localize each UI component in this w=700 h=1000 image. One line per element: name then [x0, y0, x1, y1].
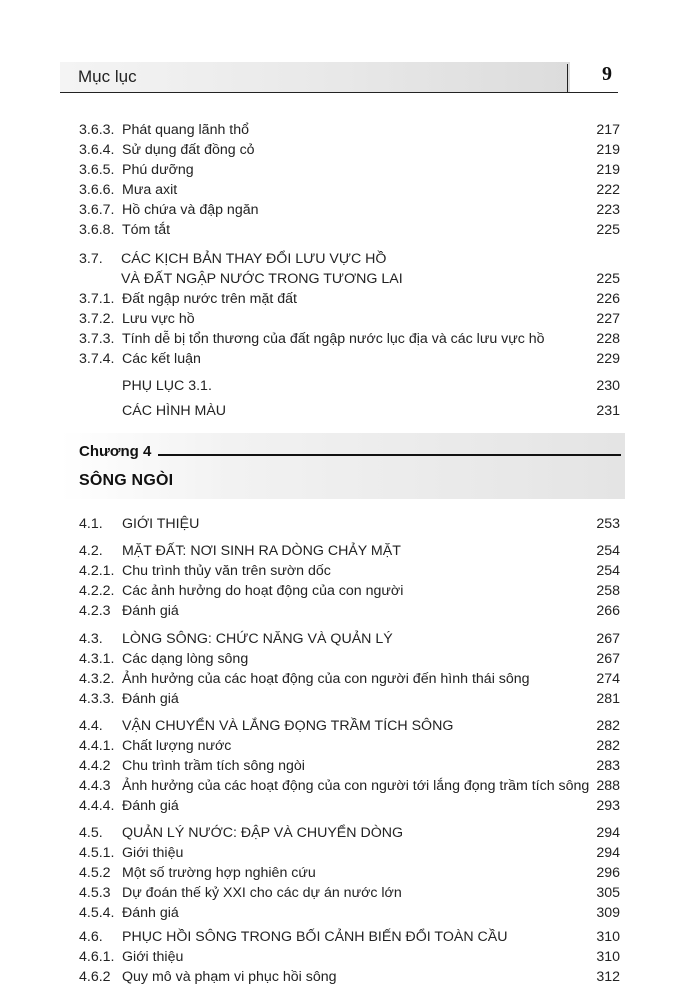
toc-section-entry[interactable]	[79, 716, 620, 736]
toc-entry-page: 258	[596, 583, 620, 599]
toc-section-entry[interactable]	[79, 249, 620, 289]
toc-entry-page: 253	[596, 516, 620, 532]
toc-entry-number: 4.3.1.	[79, 651, 115, 667]
toc-entry-number: 4.2.1.	[79, 563, 115, 579]
toc-entry-number: 4.1.	[79, 516, 103, 532]
toc-entry-title: Phú dưỡng	[122, 162, 194, 178]
page-number: 9	[602, 63, 612, 85]
toc-entry[interactable]	[79, 329, 620, 349]
toc-section-entry[interactable]	[79, 629, 620, 649]
toc-entry-title: Lưu vực hồ	[122, 311, 195, 327]
toc-entry[interactable]	[79, 903, 620, 923]
toc-entry[interactable]	[79, 736, 620, 756]
toc-entry-page: 294	[596, 845, 620, 861]
toc-entry-number: 3.7.4.	[79, 351, 115, 367]
toc-section-entry[interactable]	[79, 514, 620, 534]
toc-entry[interactable]	[79, 756, 620, 776]
toc-entry-title: Các ảnh hưởng do hoạt động của con người	[122, 583, 404, 599]
toc-entry-number: 3.7.2.	[79, 311, 115, 327]
toc-entry[interactable]	[79, 581, 620, 601]
toc-entry[interactable]	[79, 601, 620, 621]
toc-entry-number: 4.5.3	[79, 885, 111, 901]
toc-entry-page: 226	[596, 291, 620, 307]
toc-entry[interactable]	[79, 289, 620, 309]
toc-entry-title: PHỤC HỒI SÔNG TRONG BỐI CẢNH BIẾN ĐỔI TOÀN CẦU	[122, 929, 508, 945]
toc-entry-number: 3.6.8.	[79, 222, 115, 238]
toc-appendix-entry[interactable]	[79, 401, 620, 421]
toc-entry-number: 4.3.2.	[79, 671, 115, 687]
toc-entry-title: Đánh giá	[122, 603, 179, 619]
toc-entry-number: 4.5.	[79, 825, 103, 841]
header-divider	[567, 64, 568, 92]
toc-entry-number: 4.4.3	[79, 778, 111, 794]
toc-appendix-entry[interactable]	[79, 376, 620, 396]
toc-entry-title: CÁC HÌNH MÀU	[122, 403, 227, 419]
toc-entry[interactable]	[79, 220, 620, 240]
toc-entry[interactable]	[79, 160, 620, 180]
toc-entry[interactable]	[79, 120, 620, 140]
toc-entry[interactable]	[79, 180, 620, 200]
toc-entry-number: 3.7.3.	[79, 331, 115, 347]
toc-entry-title: CÁC KỊCH BẢN THAY ĐỔI LƯU VỰC HỒ	[121, 251, 387, 267]
toc-entry-page: 231	[596, 403, 620, 419]
toc-entry-number: 4.6.1.	[79, 949, 115, 965]
toc-entry-title: Dự đoán thế kỷ XXI cho các dự án nước lớn	[122, 885, 402, 901]
toc-entry-page: 223	[596, 202, 620, 218]
toc-entry-page: 267	[596, 651, 620, 667]
toc-entry-number: 3.6.7.	[79, 202, 115, 218]
toc-entry-title: Đất ngập nước trên mặt đất	[122, 291, 297, 307]
toc-entry-page: 219	[596, 142, 620, 158]
toc-entry-number: 3.7.1.	[79, 291, 115, 307]
toc-entry-title: Chu trình trầm tích sông ngòi	[122, 758, 305, 774]
toc-section-entry[interactable]	[79, 823, 620, 843]
toc-entry-number: 4.4.	[79, 718, 103, 734]
toc-entry-number: 4.6.2	[79, 969, 111, 985]
toc-entry-page: 296	[596, 865, 620, 881]
toc-entry-number: 4.3.3.	[79, 691, 115, 707]
running-header-title: Mục lục	[78, 67, 137, 86]
toc-entry-title: Tóm tắt	[122, 222, 171, 238]
toc-entry-page: 282	[596, 718, 620, 734]
toc-entry-page: 230	[596, 378, 620, 394]
toc-entry-number: 3.7.	[79, 251, 103, 267]
toc-entry-title: Sử dụng đất đồng cỏ	[122, 142, 255, 158]
toc-entry-page: 267	[596, 631, 620, 647]
toc-entry-title: Giới thiệu	[122, 845, 184, 861]
toc-entry-number: 4.6.	[79, 929, 103, 945]
toc-entry[interactable]	[79, 796, 620, 816]
toc-entry-number: 4.2.2.	[79, 583, 115, 599]
chapter-title: SÔNG NGÒI	[79, 472, 174, 489]
toc-entry-title: Các kết luận	[122, 351, 201, 367]
toc-entry-title: Phát quang lãnh thổ	[122, 122, 250, 138]
toc-entry-number: 4.5.4.	[79, 905, 115, 921]
toc-entry-title: MẶT ĐẤT: NƠI SINH RA DÒNG CHẢY MẶT	[122, 543, 401, 559]
toc-entry-page: 228	[596, 331, 620, 347]
toc-entry-title: Hồ chứa và đập ngăn	[122, 202, 259, 218]
toc-entry-page: 294	[596, 825, 620, 841]
toc-entry[interactable]	[79, 689, 620, 709]
toc-entry[interactable]	[79, 843, 620, 863]
chapter-label: Chương 4	[79, 443, 152, 460]
toc-entry-title: Đánh giá	[122, 691, 179, 707]
toc-entry[interactable]	[79, 140, 620, 160]
header-rule	[60, 92, 618, 93]
toc-entry-title: Đánh giá	[122, 798, 179, 814]
toc-entry[interactable]	[79, 669, 620, 689]
toc-entry[interactable]	[79, 947, 620, 967]
toc-entry-number: 4.4.1.	[79, 738, 115, 754]
toc-entry-page: 254	[596, 563, 620, 579]
toc-entry-number: 3.6.4.	[79, 142, 115, 158]
toc-entry[interactable]	[79, 561, 620, 581]
toc-entry-title: GIỚI THIỆU	[122, 516, 200, 532]
toc-entry-title: QUẢN LÝ NƯỚC: ĐẬP VÀ CHUYỂN DÒNG	[122, 825, 404, 841]
toc-entry-number: 3.6.3.	[79, 122, 115, 138]
toc-entry-title: LÒNG SÔNG: CHỨC NĂNG VÀ QUẢN LÝ	[122, 631, 393, 647]
toc-entry[interactable]	[79, 649, 620, 669]
toc-entry-number: 4.5.2	[79, 865, 111, 881]
toc-entry-number: 4.4.2	[79, 758, 111, 774]
toc-entry-page: 312	[596, 969, 620, 985]
toc-entry-number: 4.4.4.	[79, 798, 115, 814]
toc-entry-page: 222	[596, 182, 620, 198]
toc-entry-title: Quy mô và phạm vi phục hồi sông	[122, 969, 337, 985]
toc-entry-page: 309	[596, 905, 620, 921]
toc-entry-page: 225	[596, 271, 620, 287]
toc-entry[interactable]	[79, 309, 620, 329]
toc-entry-title-line2: VÀ ĐẤT NGẬP NƯỚC TRONG TƯƠNG LAI	[121, 271, 403, 287]
toc-entry-number: 3.6.6.	[79, 182, 115, 198]
toc-entry-title: Ảnh hưởng của các hoạt động của con người tới lắng đọng trầm tích sông	[122, 778, 590, 794]
toc-entry-page: 227	[596, 311, 620, 327]
toc-entry-number: 3.6.5.	[79, 162, 115, 178]
toc-entry-page: 288	[596, 778, 620, 794]
toc-entry[interactable]	[79, 863, 620, 883]
toc-entry-number: 4.2.	[79, 543, 103, 559]
toc-entry-title: Chu trình thủy văn trên sườn dốc	[122, 563, 331, 579]
toc-entry-title: Một số trường hợp nghiên cứu	[122, 865, 316, 881]
toc-entry-page: 254	[596, 543, 620, 559]
toc-entry-title: Chất lượng nước	[122, 738, 232, 754]
toc-entry[interactable]	[79, 967, 620, 987]
toc-entry[interactable]	[79, 883, 620, 903]
toc-section-entry[interactable]	[79, 541, 620, 561]
toc-entry-page: 282	[596, 738, 620, 754]
toc-entry-page: 293	[596, 798, 620, 814]
toc-entry-number: 4.2.3	[79, 603, 111, 619]
toc-entry-title: Mưa axit	[122, 182, 178, 198]
toc-entry-page: 217	[596, 122, 620, 138]
toc-entry-title: Tính dễ bị tổn thương của đất ngập nước lục địa và các lưu vực hồ	[122, 331, 545, 347]
toc-entry-page: 219	[596, 162, 620, 178]
toc-entry-page: 274	[596, 671, 620, 687]
toc-entry-number: 4.5.1.	[79, 845, 115, 861]
toc-entry[interactable]	[79, 349, 620, 369]
toc-entry-page: 305	[596, 885, 620, 901]
toc-entry-page: 229	[596, 351, 620, 367]
toc-entry-title: Các dạng lòng sông	[122, 651, 249, 667]
toc-entry-page: 283	[596, 758, 620, 774]
toc-entry-title: PHỤ LỤC 3.1.	[122, 378, 212, 394]
toc-entry-title: Ảnh hưởng của các hoạt động của con người đến hình thái sông	[122, 671, 530, 687]
toc-entry-title: Giới thiệu	[122, 949, 184, 965]
toc-entry-page: 225	[596, 222, 620, 238]
toc-entry-title: Đánh giá	[122, 905, 179, 921]
toc-entry[interactable]	[79, 200, 620, 220]
toc-entry-page: 310	[596, 929, 620, 945]
chapter-rule	[158, 454, 621, 456]
toc-entry[interactable]	[79, 776, 620, 796]
toc-entry-page: 266	[596, 603, 620, 619]
toc-entry-number: 4.3.	[79, 631, 103, 647]
toc-section-entry[interactable]	[79, 927, 620, 947]
toc-entry-page: 310	[596, 949, 620, 965]
toc-entry-page: 281	[596, 691, 620, 707]
toc-entry-title: VẬN CHUYỂN VÀ LẮNG ĐỌNG TRẦM TÍCH SÔNG	[122, 718, 454, 734]
